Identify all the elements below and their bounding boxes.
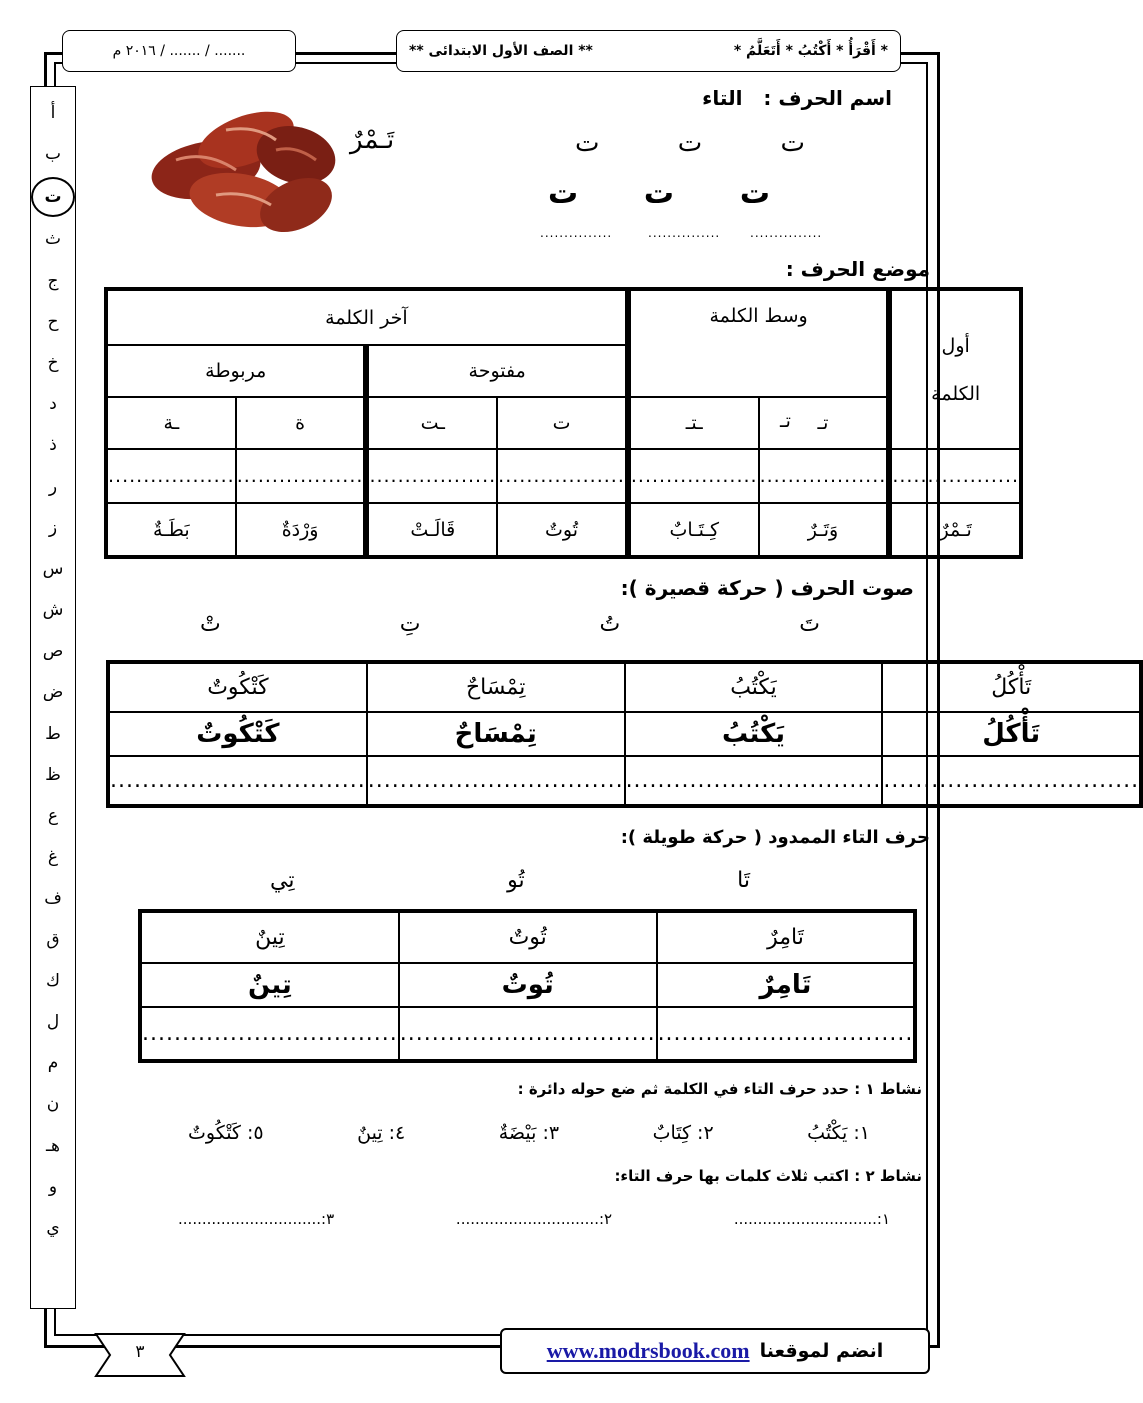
long-sounds bbox=[270, 868, 750, 893]
long-blank-3[interactable]: ................................ bbox=[140, 1007, 399, 1061]
pos-word-1: تَـمْرٌ bbox=[889, 503, 1021, 557]
activity1-item-3[interactable]: ٣: بَيْضَةٌ bbox=[498, 1122, 560, 1144]
dates-fruit-image bbox=[146, 100, 346, 245]
alphabet-letter: ث bbox=[44, 229, 61, 250]
form-end-tied-1: ة bbox=[236, 397, 367, 449]
blank-3[interactable]: ............... bbox=[750, 226, 823, 240]
alphabet-letter: ص bbox=[42, 641, 64, 662]
vow-word-2: يَكْتُبُ bbox=[625, 662, 883, 712]
vowel-sounds bbox=[200, 612, 820, 637]
vow-bold-2: يَكْتُبُ bbox=[625, 712, 883, 756]
letter-name bbox=[702, 86, 892, 110]
letter-light-3: ت bbox=[575, 128, 600, 158]
alphabet-letter: أ bbox=[50, 103, 56, 123]
alphabet-letter: غ bbox=[47, 847, 59, 868]
alphabet-letter: ف bbox=[44, 888, 62, 909]
pos-blank-5[interactable]: .................. bbox=[366, 449, 497, 503]
letter-light-1: ت bbox=[780, 128, 805, 158]
activity2-title: نشاط ٢ : اكتب ثلاث كلمات بها حرف التاء: bbox=[614, 1167, 922, 1185]
alphabet-letter: ر bbox=[48, 476, 58, 497]
long-sound-ya: تِي bbox=[270, 868, 295, 893]
sound-sukun: تْ bbox=[200, 612, 221, 637]
alphabet-letter: ظ bbox=[45, 764, 61, 785]
alphabet-letter: ن bbox=[46, 1094, 60, 1115]
vow-bold-1: تَأْكُلُ bbox=[882, 712, 1141, 756]
pos-blank-6[interactable]: .................. bbox=[236, 449, 367, 503]
vow-bold-3: تِمْسَاحٌ bbox=[367, 712, 625, 756]
form-mid-1: تـ bbox=[759, 397, 890, 449]
alphabet-letter: ع bbox=[47, 806, 59, 826]
pos-open-header: مفتوحة bbox=[366, 345, 627, 397]
long-sound-waw: تُو bbox=[507, 868, 525, 893]
vowel-title: صوت الحرف ( حركة قصيرة ): bbox=[620, 576, 914, 600]
pos-blank-2[interactable]: .................. bbox=[759, 449, 890, 503]
form-end-open-2: ـت bbox=[366, 397, 497, 449]
alphabet-letter: و bbox=[48, 1176, 58, 1197]
date-text: ....... / ....... / ٢٠١٦ م bbox=[112, 43, 246, 59]
footer-box bbox=[500, 1328, 930, 1374]
pos-blank-7[interactable]: .................. bbox=[106, 449, 236, 503]
letter-bold-2: ت bbox=[643, 176, 675, 211]
alphabet-letter: خ bbox=[47, 352, 59, 373]
alphabet-column bbox=[30, 86, 76, 1309]
long-word-1: تَامِرٌ bbox=[657, 911, 916, 963]
alphabet-letter: ض bbox=[42, 682, 64, 703]
long-blank-2[interactable]: ................................ bbox=[399, 1007, 657, 1061]
alphabet-letter: ل bbox=[46, 1011, 60, 1032]
form-end-tied-2: ـة bbox=[106, 397, 236, 449]
alphabet-letter: ز bbox=[48, 517, 58, 538]
position-title: موضع الحرف : bbox=[785, 257, 930, 281]
alphabet-letter: س bbox=[42, 558, 64, 579]
vow-word-1: تَأْكُلُ bbox=[882, 662, 1141, 712]
blank-2[interactable]: ............... bbox=[648, 226, 721, 240]
pos-start-header: أول الكلمة bbox=[889, 289, 1021, 449]
header-title-center: ** الصف الأول الابتدائى ** bbox=[409, 43, 593, 59]
activity1-items bbox=[188, 1122, 870, 1144]
page-number: ٣ bbox=[135, 1342, 145, 1362]
header-title-box bbox=[396, 30, 901, 72]
alphabet-letter: ي bbox=[46, 1217, 60, 1238]
form-mid-2: ـتـ bbox=[628, 397, 759, 449]
form-start: تـ bbox=[780, 410, 791, 432]
alphabet-letter: ذ bbox=[49, 435, 57, 456]
footer-site-link[interactable]: www.modrsbook.com bbox=[546, 1338, 750, 1363]
alphabet-letter: ج bbox=[47, 270, 59, 291]
long-table bbox=[138, 909, 917, 1063]
pos-word-3: كِـتَـابٌ bbox=[628, 503, 759, 557]
blank-1[interactable]: ............... bbox=[540, 226, 613, 240]
sound-damma: تُ bbox=[599, 612, 621, 637]
activity2-blank-1[interactable]: ١:.............................. bbox=[733, 1210, 890, 1228]
letter-bold-3: ت bbox=[548, 176, 579, 211]
letter-name-label: اسم الحرف : bbox=[763, 86, 892, 110]
vow-blank-2[interactable]: ................................ bbox=[625, 756, 883, 806]
vow-blank-3[interactable]: ................................ bbox=[367, 756, 625, 806]
letter-row-light bbox=[575, 128, 805, 158]
alphabet-letter: هـ bbox=[46, 1135, 60, 1156]
header-title-right: * أَقْرَأُ * أَكْتُبُ * أَتَعَلَّمُ * bbox=[733, 43, 888, 59]
alphabet-letter: ب bbox=[44, 144, 61, 165]
vow-bold-4: كَتْكُوتٌ bbox=[108, 712, 367, 756]
long-blank-1[interactable]: ................................ bbox=[657, 1007, 916, 1061]
activity2-blank-3[interactable]: ٣:.............................. bbox=[178, 1210, 335, 1228]
activity1-item-4[interactable]: ٤: تِينٌ bbox=[357, 1122, 406, 1144]
alphabet-letter: ك bbox=[45, 970, 60, 991]
pos-blank-4[interactable]: .................. bbox=[497, 449, 628, 503]
alphabet-letter: م bbox=[47, 1053, 59, 1074]
alphabet-letter: ح bbox=[47, 311, 59, 332]
long-word-3: تِينٌ bbox=[140, 911, 399, 963]
long-bold-1: تَامِرٌ bbox=[657, 963, 916, 1007]
long-bold-3: تِينٌ bbox=[140, 963, 399, 1007]
sound-kasra: تِ bbox=[399, 612, 421, 637]
alphabet-letter: د bbox=[49, 394, 57, 415]
word-example: تَـمْرٌ bbox=[350, 125, 395, 155]
vow-blank-1[interactable]: ................................ bbox=[882, 756, 1141, 806]
long-bold-2: تُوتٌ bbox=[399, 963, 657, 1007]
activity1-item-1[interactable]: ١: يَكْتُبُ bbox=[807, 1122, 870, 1144]
letter-light-2: ت bbox=[677, 128, 703, 158]
pos-word-4: تُوتٌ bbox=[497, 503, 628, 557]
long-title: حرف التاء الممدود ( حركة طويلة ): bbox=[620, 827, 930, 848]
vowel-table bbox=[106, 660, 1143, 808]
vow-word-3: تِمْسَاحٌ bbox=[367, 662, 625, 712]
position-table bbox=[104, 287, 1023, 559]
pos-blank-3[interactable]: .................. bbox=[628, 449, 759, 503]
pos-end-header: آخر الكلمة bbox=[106, 289, 628, 345]
alphabet-letter: ت bbox=[31, 177, 75, 217]
activity2-blanks bbox=[178, 1210, 890, 1228]
alphabet-letter: ش bbox=[42, 600, 64, 621]
pos-word-6: وَرْدَةٌ bbox=[236, 503, 367, 557]
sound-fatha: تَ bbox=[799, 612, 820, 637]
pos-word-2: وَتَـرٌ bbox=[759, 503, 890, 557]
long-sound-alef: تَا bbox=[737, 868, 750, 893]
pos-tied-header: مربوطة bbox=[106, 345, 366, 397]
vow-word-4: كَتْكُوتٌ bbox=[108, 662, 367, 712]
pos-word-5: قَالَـتْ bbox=[366, 503, 497, 557]
long-word-2: تُوتٌ bbox=[399, 911, 657, 963]
pos-middle-header: وسط الكلمة bbox=[628, 289, 889, 397]
activity2-blank-2[interactable]: ٢:.............................. bbox=[455, 1210, 613, 1228]
pos-word-7: بَطَـةٌ bbox=[106, 503, 236, 557]
activity1-item-2[interactable]: ٢: كِتَابٌ bbox=[652, 1122, 714, 1144]
form-end-open-1: ت bbox=[497, 397, 628, 449]
activity1-title: نشاط ١ : حدد حرف التاء في الكلمة ثم ضع حوله دائرة : bbox=[517, 1080, 922, 1098]
pos-blank-1[interactable]: .................. bbox=[889, 449, 1021, 503]
alphabet-letter: ط bbox=[45, 723, 61, 744]
letter-row-bold bbox=[548, 176, 770, 211]
date-box bbox=[62, 30, 296, 72]
letter-bold-1: ت bbox=[739, 176, 770, 211]
activity1-item-5[interactable]: ٥: كَتْكُوتٌ bbox=[188, 1122, 264, 1144]
vow-blank-4[interactable]: ................................ bbox=[108, 756, 367, 806]
footer-join: انضم لموقعنا bbox=[759, 1340, 884, 1362]
alphabet-letter: ق bbox=[46, 929, 60, 950]
letter-name-value: التاء bbox=[702, 86, 743, 110]
